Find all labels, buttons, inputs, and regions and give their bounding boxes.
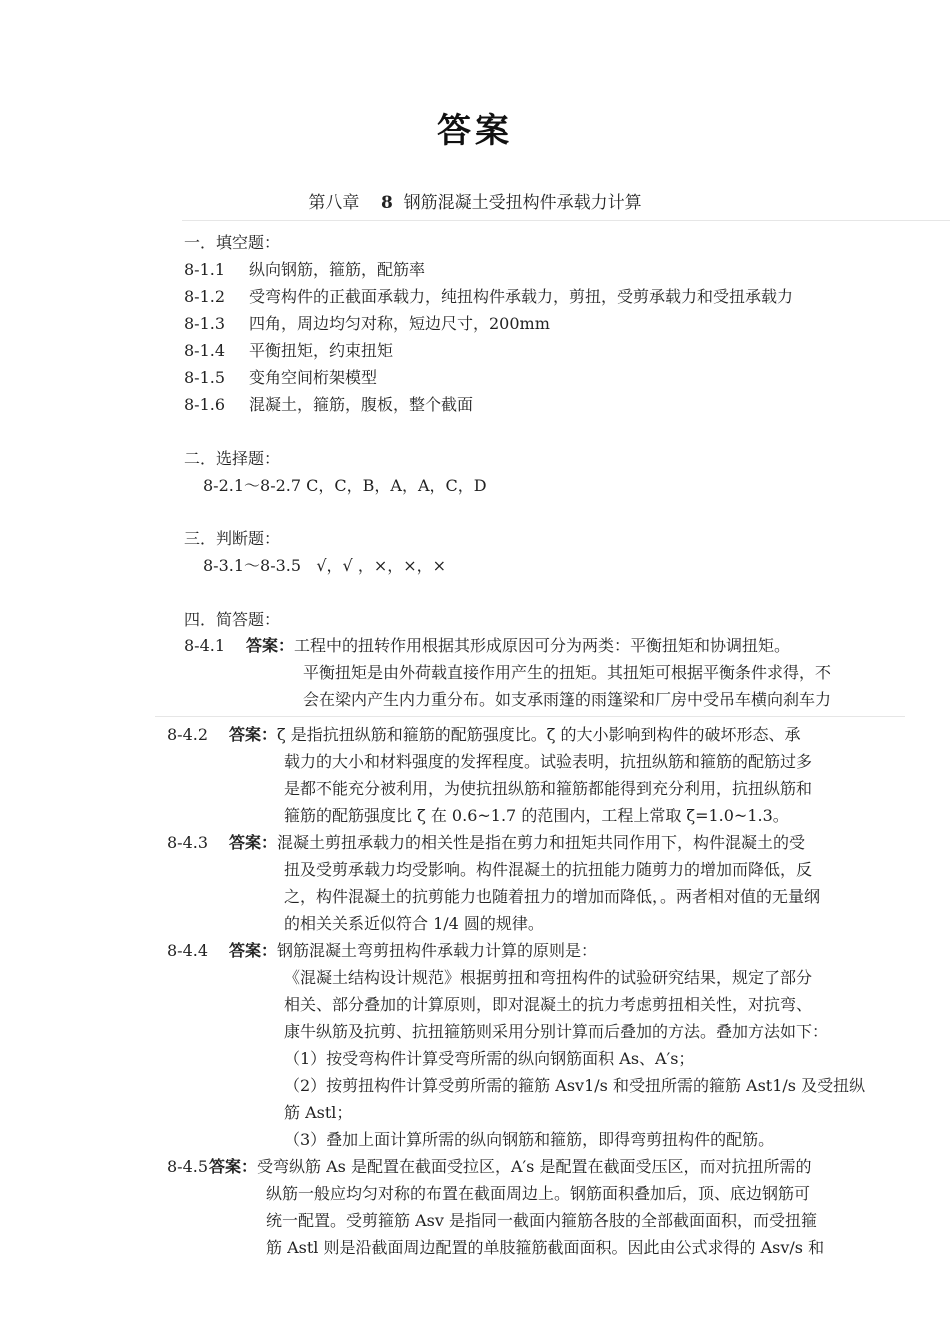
answer-line: 康牛纵筋及抗剪、抗扭箍筋则采用分别计算而后叠加的方法。叠加方法如下： (284, 1022, 829, 1041)
answer-line: 箍筋的配筋强度比 ζ 在 0.6~1.7 的范围内，工程上常取 ζ=1.0~1.3。 (284, 806, 789, 825)
list-item: 8-1.2 受弯构件的正截面承载力，纯扭构件承载力，剪扭，受剪承载力和受扭承载力 (184, 287, 794, 306)
page-break-divider (155, 716, 905, 717)
answer-line: 筋 Astl； (284, 1103, 353, 1122)
chapter-name: 钢筋混凝土受扭构件承载力计算 (403, 193, 642, 213)
list-item: 8-1.5 变角空间桁架模型 (184, 368, 378, 387)
answer-line: 《混凝土结构设计规范》根据剪扭和弯扭构件的试验研究结果，规定了部分 (284, 968, 813, 987)
header-divider (182, 220, 950, 221)
section-choice-heading: 二．选择题： (184, 449, 281, 468)
judge-answers: 8-3.1～8-3.5 √，√ ，×，×，× (203, 556, 447, 575)
answer-line: 统一配置。受剪箍筋 Asv 是指同一截面内箍筋各肢的全部截面面积，而受扭箍 (266, 1211, 817, 1230)
chapter-heading (0, 188, 950, 213)
page-title: 答案 (437, 111, 513, 151)
section-fill-blank-heading: 一．填空题： (184, 233, 281, 252)
answer-line: （3）叠加上面计算所需的纵向钢筋和箍筋，即得弯剪扭构件的配筋。 (284, 1130, 775, 1149)
section-short-heading: 四．简答题： (184, 610, 281, 629)
answer-line: 扭及受剪承载力均受影响。构件混凝土的抗扭能力随剪力的增加而降低，反 (284, 860, 813, 879)
answer-line: （1）按受弯构件计算受弯所需的纵向钢筋面积 As、A′s； (284, 1049, 695, 1068)
question-8-4-2: 8-4.2 答案：ζ 是指抗扭纵筋和箍筋的配筋强度比。ζ 的大小影响到构件的破坏形态、承 (167, 725, 801, 744)
answer-line: 平衡扭矩是由外荷载直接作用产生的扭矩。其扭矩可根据平衡条件求得，不 (303, 663, 832, 682)
chapter-number: 8 (380, 193, 393, 213)
chapter-prefix: 第八章 (308, 193, 360, 213)
question-8-4-4: 8-4.4 答案：钢筋混凝土弯剪扭构件承载力计算的原则是： (167, 941, 598, 960)
answer-line: 是都不能充分被利用，为使抗扭纵筋和箍筋都能得到充分利用，抗扭纵筋和 (284, 779, 813, 798)
answer-line: 之，构件混凝土的抗剪能力也随着扭力的增加而降低，。两者相对值的无量纲 (284, 887, 821, 906)
list-item: 8-1.6 混凝土，箍筋，腹板，整个截面 (184, 395, 474, 414)
question-8-4-3: 8-4.3 答案：混凝土剪扭承载力的相关性是指在剪力和扭矩共同作用下，构件混凝土的受 (167, 833, 806, 852)
list-item: 8-1.4 平衡扭矩，约束扭矩 (184, 341, 394, 360)
answer-line: 纵筋一般应均匀对称的布置在截面周边上。钢筋面积叠加后，顶、底边钢筋可 (266, 1184, 811, 1203)
question-8-4-5: 8-4.5答案：受弯纵筋 As 是配置在截面受拉区，A′s 是配置在截面受压区，而对抗扭所需的 (167, 1157, 812, 1176)
answer-line: 的相关关系近似符合 1/4 圆的规律。 (284, 914, 544, 933)
answer-line: 相关、部分叠加的计算原则，即对混凝土的抗力考虑剪扭相关性，对抗弯、 (284, 995, 813, 1014)
answer-line: 筋 Astl 则是沿截面周边配置的单肢箍筋截面面积。因此由公式求得的 Asv/s 和 (266, 1238, 825, 1257)
answer-line: （2）按剪扭构件计算受剪所需的箍筋 Asv1/s 和受扭所需的箍筋 Ast1/s 及受扭纵 (284, 1076, 866, 1095)
choice-answers: 8-2.1～8-2.7 C，C，B，A，A，C，D (203, 476, 487, 495)
list-item: 8-1.3 四角，周边均匀对称，短边尺寸，200mm (184, 314, 550, 333)
answer-line: 会在梁内产生内力重分布。如支承雨篷的雨篷梁和厂房中受吊车横向刹车力 (303, 690, 832, 709)
section-judge-heading: 三．判断题： (184, 529, 281, 548)
question-8-4-1: 8-4.1 答案：工程中的扭转作用根据其形成原因可分为两类：平衡扭矩和协调扭矩。 (184, 636, 791, 655)
list-item: 8-1.1 纵向钢筋，箍筋，配筋率 (184, 260, 426, 279)
answer-line: 载力的大小和材料强度的发挥程度。试验表明，抗扭纵筋和箍筋的配筋过多 (284, 752, 813, 771)
